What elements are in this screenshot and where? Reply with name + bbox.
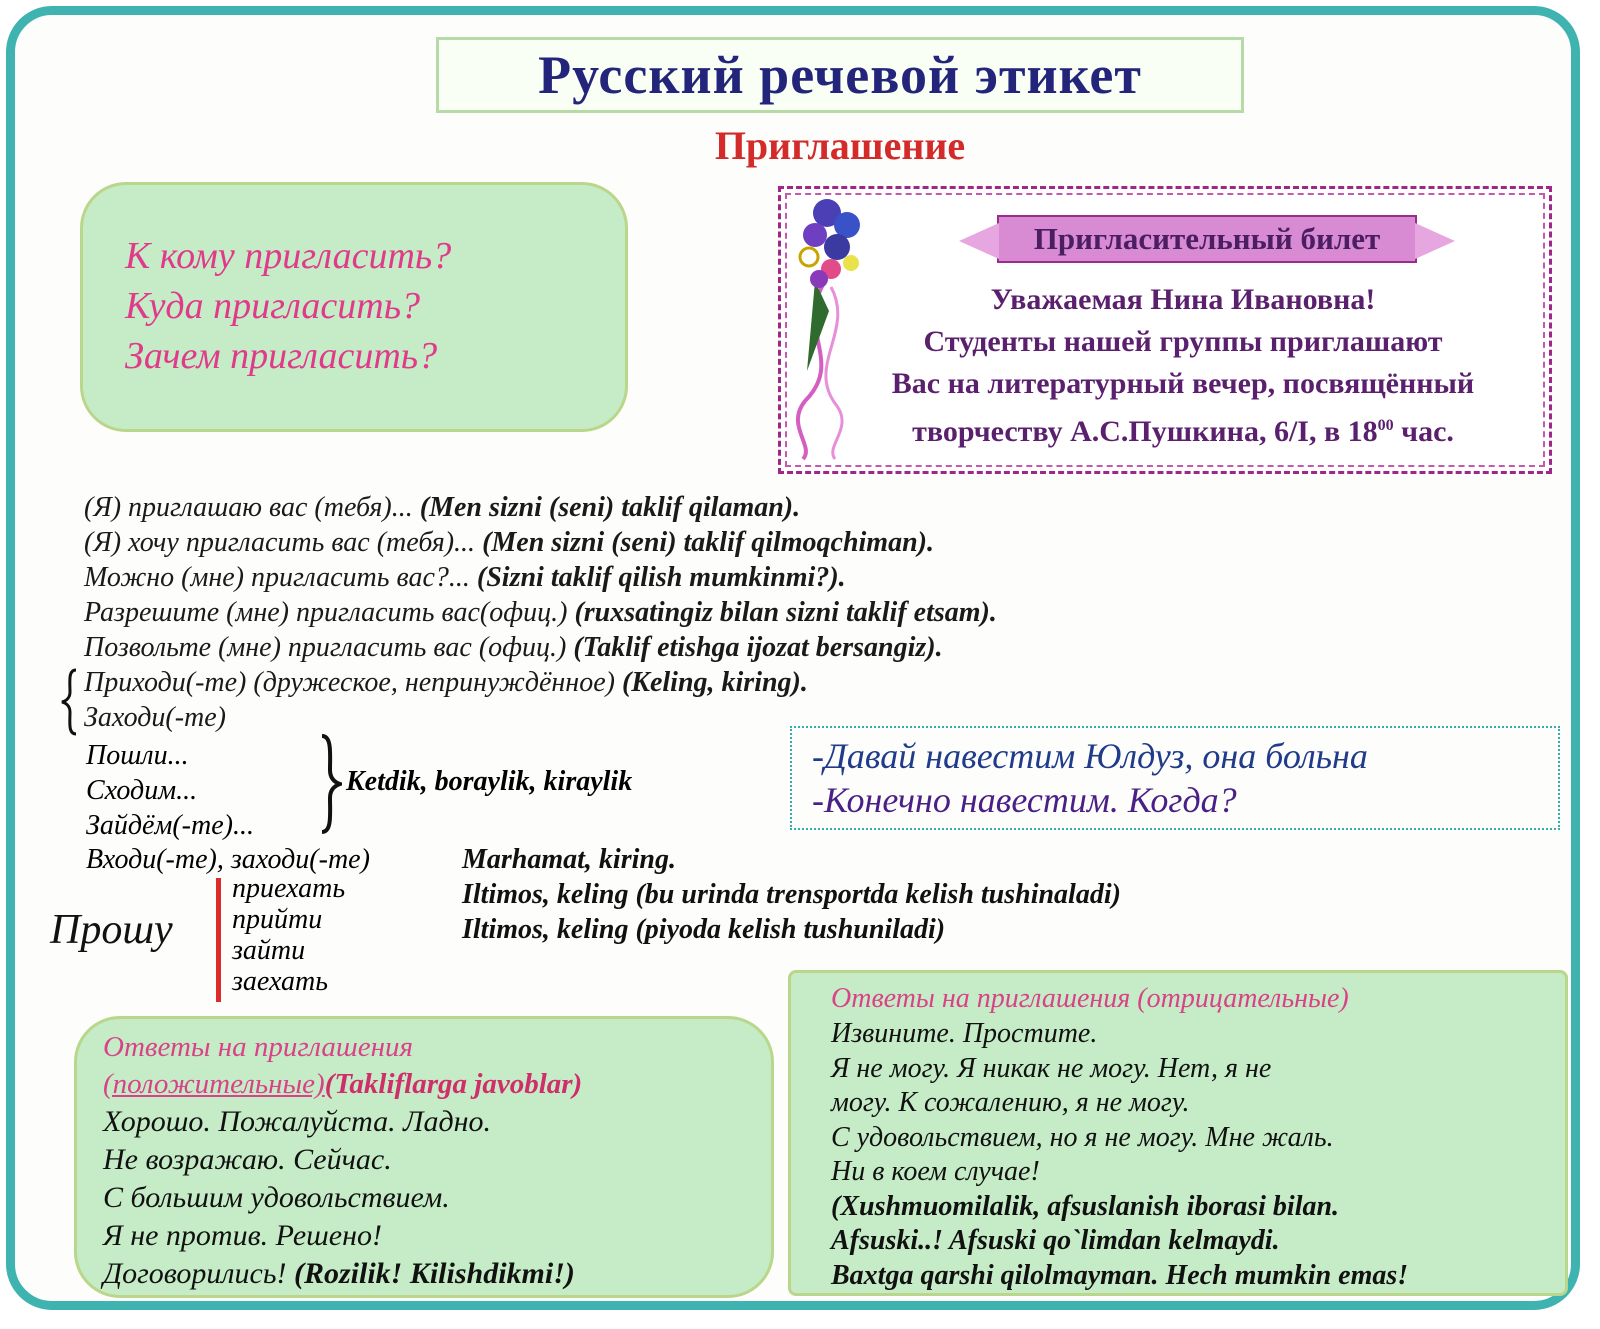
question-2: Куда пригласить? bbox=[125, 285, 421, 327]
phrase-ru: Приходи(-те) (дружеское, непринуждённое) bbox=[84, 667, 622, 698]
zahodi-line: Заходи(-те) bbox=[84, 702, 227, 733]
phrase-line bbox=[84, 490, 1284, 525]
page-title: Русский речевой этикет bbox=[538, 45, 1142, 105]
verb-item: прийти bbox=[232, 904, 323, 935]
negative-answers-box bbox=[788, 970, 1568, 1296]
verb-item: приехать bbox=[232, 873, 346, 904]
positive-answers-box bbox=[74, 1016, 774, 1298]
positive-heading-1: Ответы на приглашения bbox=[103, 1031, 413, 1063]
positive-heading-uz: (Takliflarga javoblar) bbox=[324, 1068, 583, 1100]
phrase-ru: Можно (мне) пригласить вас?... bbox=[84, 562, 477, 593]
phrase-uz: (Men sizni (seni) taklif qilmoqchiman). bbox=[482, 527, 934, 558]
phrase-line bbox=[84, 560, 1284, 595]
phrase-line bbox=[84, 630, 1284, 665]
phrase-ru: Разрешите (мне) пригласить вас(офиц.) bbox=[84, 597, 575, 628]
ticket-line-4 bbox=[821, 405, 1545, 453]
group-ru-item: Зайдём(-те)... bbox=[86, 810, 254, 841]
ticket-text bbox=[821, 279, 1545, 453]
negative-uz-line: Afsuski..! Afsuski qo`limdan kelmaydi. bbox=[831, 1225, 1280, 1256]
positive-line: Хорошо. Пожалуйста. Ладно. bbox=[103, 1105, 492, 1138]
phrase-ru: (Я) хочу пригласить вас (тебя)... bbox=[84, 527, 483, 558]
curly-brace-right-icon bbox=[318, 734, 342, 834]
positive-line: С большим удовольствием. bbox=[103, 1181, 450, 1214]
phrase-uz: (Keling, kiring). bbox=[621, 667, 808, 698]
positive-line: Не возражаю. Сейчас. bbox=[103, 1143, 392, 1176]
red-divider bbox=[216, 878, 221, 1002]
group-uz: Ketdik, boraylik, kiraylik bbox=[346, 766, 633, 797]
negative-uz-line: Baxtga qarshi qilolmayman. Hech mumkin emas! bbox=[831, 1259, 1409, 1291]
phrase-uz: (Men sizni (seni) taklif qilaman). bbox=[419, 492, 801, 523]
phrase-line bbox=[84, 665, 1284, 700]
uz-right-item: Iltimos, keling (bu urinda trensportda kelish tushinaladi) bbox=[462, 879, 1121, 910]
negative-line: Ни в коем случае! bbox=[831, 1156, 1040, 1187]
dialog-box bbox=[790, 726, 1560, 830]
negative-line: могу. К сожалению, я не могу. bbox=[831, 1087, 1190, 1118]
phrase-ru: (Я) приглашаю вас (тебя)... bbox=[84, 492, 420, 523]
title-box bbox=[436, 37, 1244, 113]
ticket-line-4-prefix: творчеству А.С.Пушкина, 6/I, в 18 bbox=[912, 415, 1378, 448]
verbs-list bbox=[232, 873, 345, 997]
phrases-list bbox=[84, 490, 1284, 735]
ticket-line-2: Студенты нашей группы приглашают bbox=[923, 325, 1443, 358]
phrase-uz: (ruxsatingiz bilan sizni taklif etsam). bbox=[574, 597, 997, 628]
negative-line: Извините. Простите. bbox=[831, 1018, 1098, 1049]
positive-last-uz: (Rozilik! Kilishdikmi!) bbox=[293, 1257, 575, 1290]
positive-last-line bbox=[103, 1255, 771, 1293]
negative-line: Я не могу. Я никак не могу. Нет, я не bbox=[831, 1052, 1272, 1084]
question-3: Зачем пригласить? bbox=[125, 335, 438, 377]
group-ru-item: Пошли... bbox=[86, 740, 189, 771]
positive-heading-2-line bbox=[103, 1066, 771, 1103]
ticket-ribbon bbox=[997, 215, 1417, 263]
phrase-ru: Позвольте (мне) пригласить вас (офиц.) bbox=[84, 632, 574, 663]
verb-item: зайти bbox=[232, 935, 306, 966]
positive-last-ru: Договорились! bbox=[103, 1257, 294, 1290]
proshu-label: Прошу bbox=[50, 907, 173, 953]
ticket-line-1: Уважаемая Нина Ивановна! bbox=[990, 283, 1376, 316]
phrase-uz: (Sizni taklif qilish mumkinmi?). bbox=[476, 562, 846, 593]
ticket-line-4-suffix: час. bbox=[1393, 415, 1454, 448]
uz-right-list bbox=[462, 842, 1121, 947]
invitation-ticket bbox=[778, 186, 1552, 474]
subtitle: Приглашение bbox=[714, 123, 966, 168]
negative-heading: Ответы на приглашения (отрицательные) bbox=[831, 983, 1349, 1014]
curly-brace-left-icon bbox=[60, 668, 80, 736]
positive-line: Я не против. Решено! bbox=[103, 1219, 382, 1252]
uz-right-item: Iltimos, keling (piyoda kelish tushuniladi) bbox=[462, 914, 946, 945]
negative-uz-line: (Xushmuomilalik, afsuslanish iborasi bilan. bbox=[831, 1190, 1340, 1222]
phrase-line bbox=[84, 595, 1284, 630]
dialog-line-2: -Конечно навестим. Когда? bbox=[812, 780, 1237, 820]
phrase-line bbox=[84, 525, 1284, 560]
negative-line: С удовольствием, но я не могу. Мне жаль. bbox=[831, 1121, 1334, 1153]
dialog-line-1: -Давай навестим Юлдуз, она больна bbox=[812, 736, 1368, 776]
ticket-line-3: Вас на литературный вечер, посвящённый bbox=[891, 367, 1475, 400]
verb-item: заехать bbox=[232, 966, 329, 997]
vhodi-line: Входи(-те), заходи(-те) bbox=[86, 844, 370, 875]
ticket-ribbon-label: Пригласительный билет bbox=[1033, 221, 1381, 256]
positive-heading-2: (положительные) bbox=[103, 1068, 325, 1100]
group-ru-list bbox=[86, 738, 254, 843]
phrase-uz: (Taklif etishga ijozat bersangiz). bbox=[573, 632, 943, 663]
ticket-time-minutes: 00 bbox=[1377, 417, 1394, 434]
uz-right-item: Marhamat, kiring. bbox=[462, 844, 676, 875]
group-ru-item: Сходим... bbox=[86, 775, 198, 806]
questions-box bbox=[80, 182, 628, 432]
question-1: К кому пригласить? bbox=[125, 235, 452, 277]
